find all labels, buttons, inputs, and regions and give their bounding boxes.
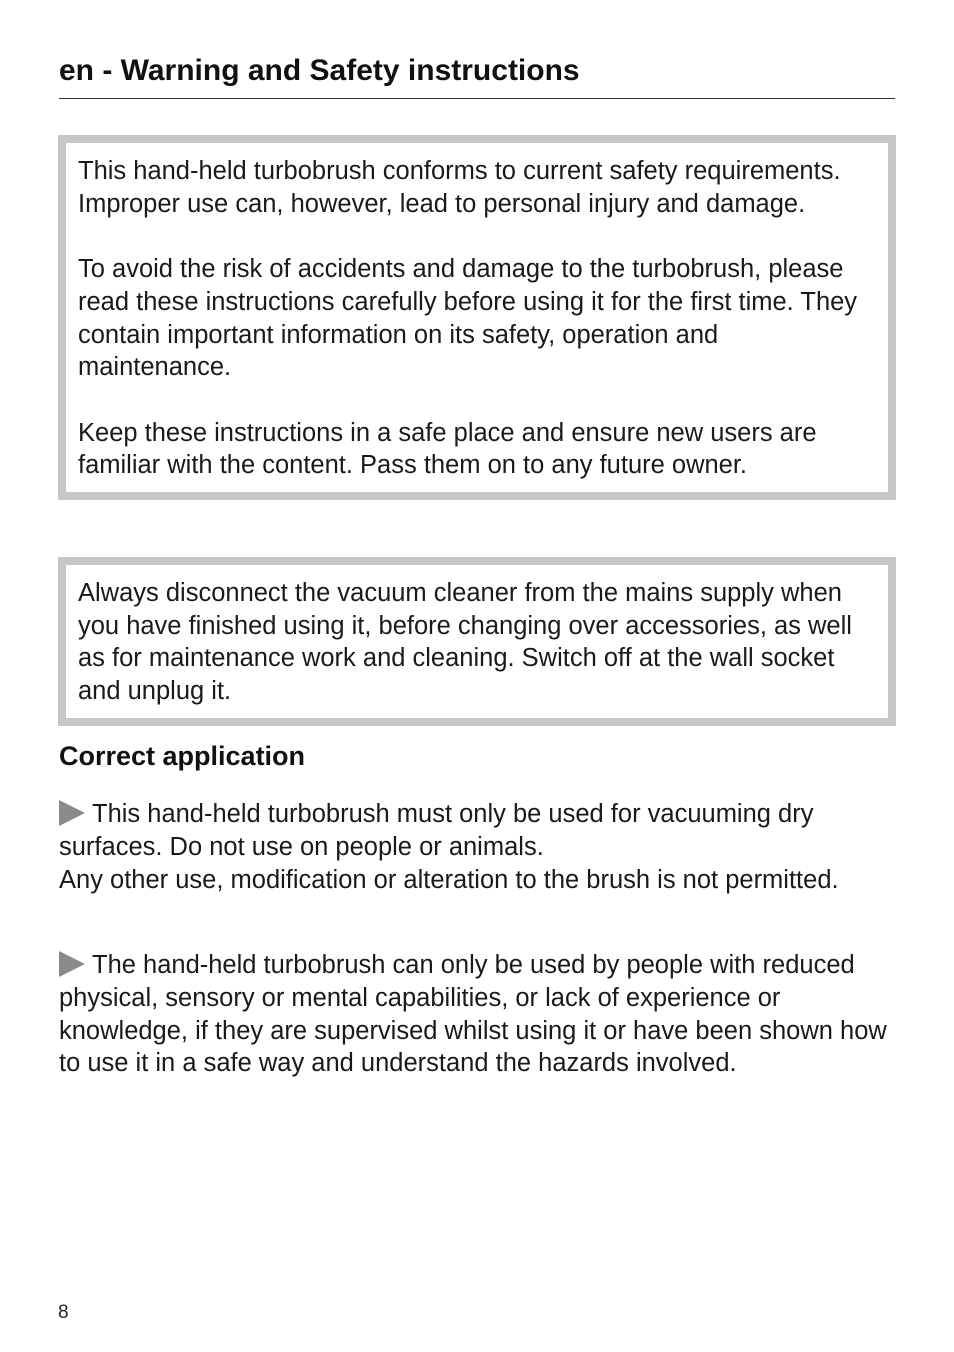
safety-notice-box [58,135,896,500]
page-header [59,52,895,99]
notice-paragraph-read-instructions: To avoid the risk of accidents and damage to the turbobrush, please read these instructions carefully before using it for the first time. They contain important information on its safety, operation and maintenance. [78,255,858,382]
disconnect-notice-box [58,557,896,726]
page-title: en - Warning and Safety instructions [59,54,580,87]
bullet-item-text-continued: Any other use, modification or alteration to the brush is not permitted. [59,865,839,894]
bullet-item-dry-surfaces [59,798,895,896]
section-title-correct-application: Correct application [59,741,306,771]
bullet-item-text: This hand-held turbobrush must only be used for vacuuming dry surfaces. Do not use on people or animals. [59,800,814,861]
bullet-item-text: The hand-held turbobrush can only be used by people with reduced physical, sensory or mental capabilities, or lack of experience or knowledge, if they are supervised whilst using it or have been shown how to use it in a safe way and understand the hazards involved. [59,951,887,1078]
notice-paragraph-keep-instructions: Keep these instructions in a safe place and ensure new users are familiar with the content. Pass them on to any future owner. [78,418,817,480]
notice-paragraph-conformity: This hand-held turbobrush conforms to current safety requirements. Improper use can, however, lead to personal injury and damage. [78,157,841,218]
bullet-item-supervision [59,949,895,1080]
notice-paragraph-disconnect: Always disconnect the vacuum cleaner from the mains supply when you have finished using it, before changing over accessories, as well as for maintenance work and cleaning. Switch off at the wall socket and unplug it. [78,579,852,706]
bullet-arrow-icon [59,800,85,826]
bullet-arrow-icon [59,951,85,977]
page-number: 8 [58,1302,69,1323]
